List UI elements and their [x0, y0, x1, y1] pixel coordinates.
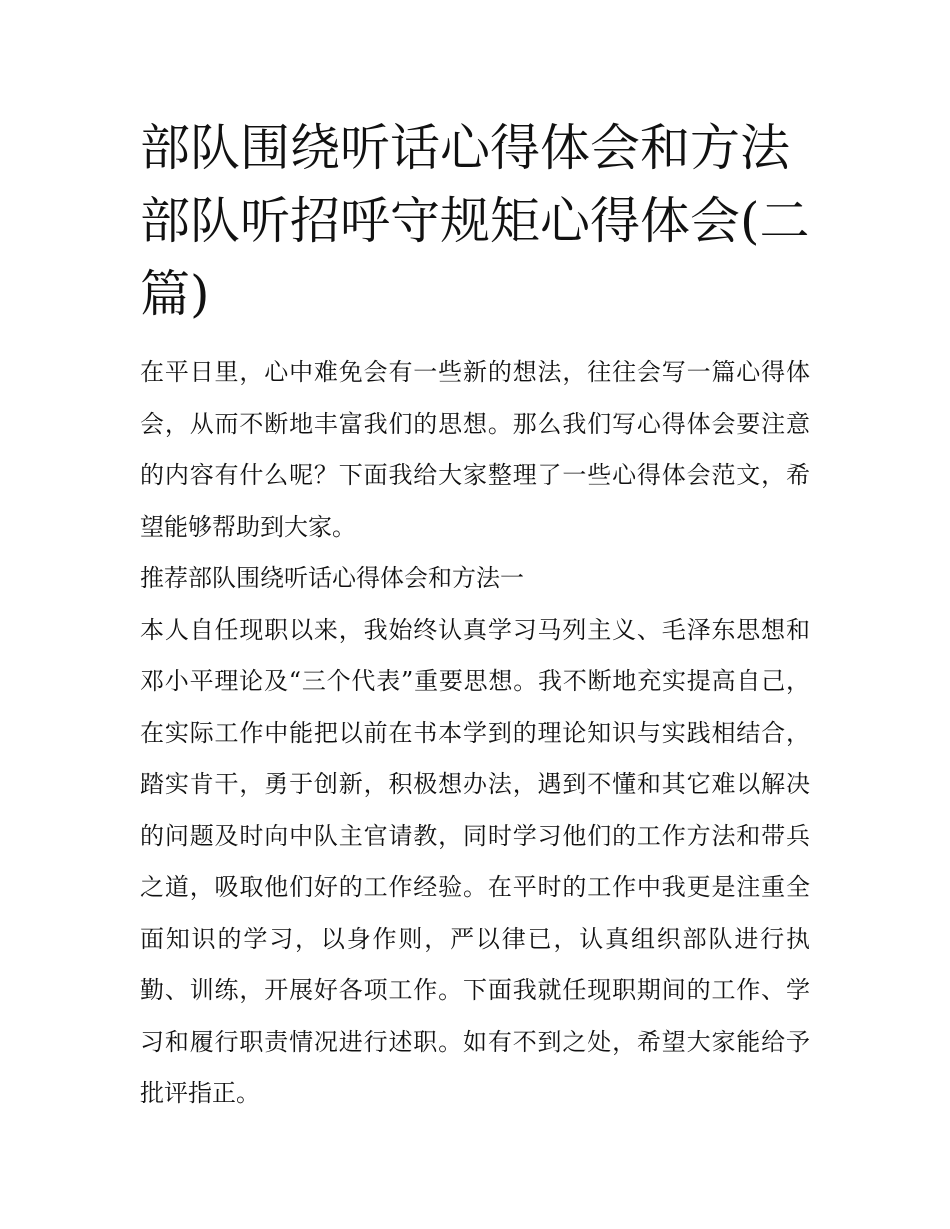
- intro-paragraph: 在平日里，心中难免会有一些新的想法，往往会写一篇心得体会，从而不断地丰富我们的思想。那么我们写心得体会要注意的内容有什么呢？下面我给大家整理了一些心得体会范文，希望能够帮助到大家。: [140, 358, 810, 541]
- document-title: 部队围绕听话心得体会和方法部队听招呼守规矩心得体会(二篇): [140, 119, 810, 323]
- body-paragraph: 本人自任现职以来，我始终认真学习马列主义、毛泽东思想和邓小平理论及“三个代表”重要思想。我不断地充实提高自己，在实际工作中能把以前在书本学到的理论知识与实践相结合，踏实肯干，勇于创新，积极想办法，遇到不懂和其它难以解决的问题及时向中队主官请教，同时学习他们的工作方法和带兵之道，吸取他们好的工作经验。在平时的工作中我更是注重全面知识的学习，以身作则，严以律已，认真组织部队进行执勤、训练，开展好各项工作。下面我就任现职期间的工作、学习和履行职责情况进行述职。如有不到之处，希望大家能给予批评指正。: [140, 615, 810, 1107]
- document-content: [140, 112, 810, 1120]
- section-heading: 推荐部队围绕听话心得体会和方法一: [140, 564, 524, 592]
